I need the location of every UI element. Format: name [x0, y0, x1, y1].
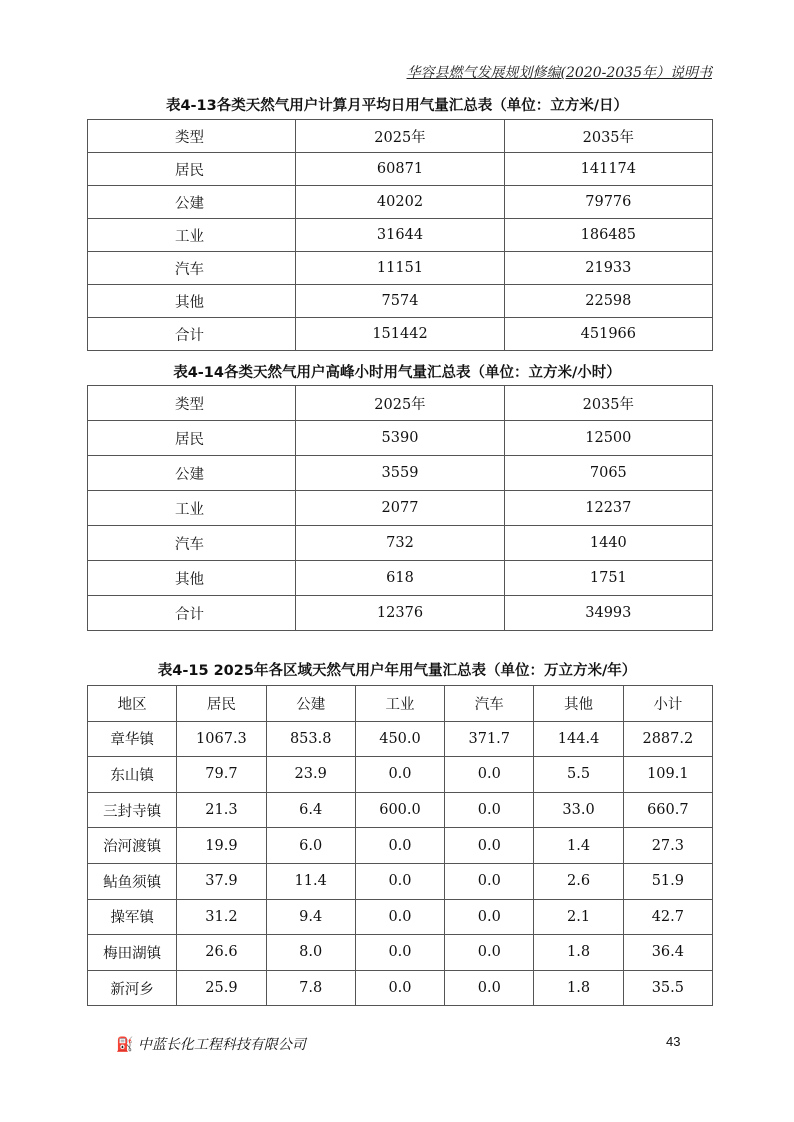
- table-row: [88, 899, 713, 935]
- table-cell: 章华镇: [88, 721, 177, 757]
- table-row: [88, 318, 713, 351]
- table-cell: 2077: [296, 491, 504, 526]
- header-row: [88, 120, 713, 153]
- table-cell: 451966: [504, 318, 712, 351]
- table-cell: 5.5: [534, 757, 623, 793]
- table3-title: 表4-15 2025年各区域天然气用户年用气量汇总表（单位：万立方米/年）: [157, 663, 637, 679]
- table-cell: 操军镇: [88, 899, 177, 935]
- table-cell: 0.0: [355, 970, 444, 1006]
- header-row: [88, 386, 713, 421]
- table-cell: 9.4: [266, 899, 355, 935]
- table-cell: 6.4: [266, 792, 355, 828]
- table-cell: 3559: [296, 456, 504, 491]
- table-row: [88, 757, 713, 793]
- table-row: [88, 421, 713, 456]
- table-cell: 0.0: [445, 899, 534, 935]
- table-cell: 新河乡: [88, 970, 177, 1006]
- column-header: 2025年: [296, 386, 504, 421]
- footer-company: [116, 1034, 306, 1054]
- table-cell: 0.0: [445, 828, 534, 864]
- column-header: 2025年: [296, 120, 504, 153]
- table-row: [88, 456, 713, 491]
- table-cell: 141174: [504, 153, 712, 186]
- table1-title: 表4-13各类天然气用户计算月平均日用气量汇总表（单位：立方米/日）: [165, 98, 629, 114]
- table-cell: 工业: [88, 219, 296, 252]
- column-header: 汽车: [445, 686, 534, 722]
- table-cell: 40202: [296, 186, 504, 219]
- table-row: [88, 828, 713, 864]
- table-cell: 居民: [88, 421, 296, 456]
- table-cell: 11.4: [266, 863, 355, 899]
- table-cell: 26.6: [177, 935, 266, 971]
- table-row: [88, 491, 713, 526]
- table-cell: 144.4: [534, 721, 623, 757]
- table-cell: 汽车: [88, 252, 296, 285]
- table-cell: 东山镇: [88, 757, 177, 793]
- table-row: [88, 285, 713, 318]
- header-row: [88, 686, 713, 722]
- table-cell: 0.0: [445, 757, 534, 793]
- table-cell: 31.2: [177, 899, 266, 935]
- table-cell: 其他: [88, 285, 296, 318]
- table-cell: 其他: [88, 561, 296, 596]
- column-header: 居民: [177, 686, 266, 722]
- table-cell: 25.9: [177, 970, 266, 1006]
- table-cell: 1.8: [534, 935, 623, 971]
- table-cell: 7.8: [266, 970, 355, 1006]
- company-name: 中蓝长化工程科技有限公司: [137, 1037, 306, 1053]
- table-cell: 79776: [504, 186, 712, 219]
- table-cell: 1.4: [534, 828, 623, 864]
- table-cell: 19.9: [177, 828, 266, 864]
- table-cell: 12237: [504, 491, 712, 526]
- table-cell: 0.0: [355, 935, 444, 971]
- table-cell: 2.6: [534, 863, 623, 899]
- table-cell: 6.0: [266, 828, 355, 864]
- table-row: [88, 792, 713, 828]
- company-logo-icon: ⛽: [116, 1037, 134, 1053]
- table-row: [88, 721, 713, 757]
- table-cell: 186485: [504, 219, 712, 252]
- table-cell: 1067.3: [177, 721, 266, 757]
- table-cell: 36.4: [623, 935, 712, 971]
- table-cell: 鲇鱼须镇: [88, 863, 177, 899]
- table-cell: 33.0: [534, 792, 623, 828]
- table-cell: 工业: [88, 491, 296, 526]
- table-row: [88, 186, 713, 219]
- table-cell: 79.7: [177, 757, 266, 793]
- table-cell: 450.0: [355, 721, 444, 757]
- column-header: 类型: [88, 120, 296, 153]
- table2: [87, 385, 713, 631]
- table-cell: 22598: [504, 285, 712, 318]
- column-header: 2035年: [504, 120, 712, 153]
- table-cell: 0.0: [355, 863, 444, 899]
- table-cell: 109.1: [623, 757, 712, 793]
- table-cell: 371.7: [445, 721, 534, 757]
- table-cell: 治河渡镇: [88, 828, 177, 864]
- table-cell: 0.0: [355, 828, 444, 864]
- table2-title: 表4-14各类天然气用户高峰小时用气量汇总表（单位：立方米/小时）: [173, 365, 621, 381]
- table-cell: 0.0: [445, 935, 534, 971]
- column-header: 2035年: [504, 386, 712, 421]
- table-cell: 0.0: [445, 863, 534, 899]
- table-cell: 汽车: [88, 526, 296, 561]
- table-cell: 21.3: [177, 792, 266, 828]
- table-cell: 居民: [88, 153, 296, 186]
- table-cell: 853.8: [266, 721, 355, 757]
- table-row: [88, 935, 713, 971]
- column-header: 公建: [266, 686, 355, 722]
- column-header: 其他: [534, 686, 623, 722]
- table3: [87, 685, 713, 1006]
- table-cell: 660.7: [623, 792, 712, 828]
- table-cell: 合计: [88, 596, 296, 631]
- table-cell: 1751: [504, 561, 712, 596]
- table-cell: 合计: [88, 318, 296, 351]
- table-cell: 三封寺镇: [88, 792, 177, 828]
- table-row: [88, 970, 713, 1006]
- table-cell: 12376: [296, 596, 504, 631]
- table-cell: 0.0: [355, 899, 444, 935]
- table-cell: 37.9: [177, 863, 266, 899]
- table-cell: 0.0: [445, 792, 534, 828]
- table-cell: 35.5: [623, 970, 712, 1006]
- table1: [87, 119, 713, 351]
- table-cell: 11151: [296, 252, 504, 285]
- table-cell: 0.0: [445, 970, 534, 1006]
- column-header: 地区: [88, 686, 177, 722]
- table-cell: 51.9: [623, 863, 712, 899]
- table-cell: 8.0: [266, 935, 355, 971]
- table-cell: 151442: [296, 318, 504, 351]
- table-cell: 1.8: [534, 970, 623, 1006]
- table-cell: 34993: [504, 596, 712, 631]
- table-cell: 732: [296, 526, 504, 561]
- table-cell: 2887.2: [623, 721, 712, 757]
- table-cell: 21933: [504, 252, 712, 285]
- table-cell: 1440: [504, 526, 712, 561]
- table-cell: 27.3: [623, 828, 712, 864]
- table-row: [88, 252, 713, 285]
- table-cell: 23.9: [266, 757, 355, 793]
- table-row: [88, 863, 713, 899]
- page-number: 43: [666, 1034, 681, 1049]
- table-row: [88, 526, 713, 561]
- table-cell: 0.0: [355, 757, 444, 793]
- table-row: [88, 153, 713, 186]
- column-header: 工业: [355, 686, 444, 722]
- table-cell: 618: [296, 561, 504, 596]
- table-cell: 12500: [504, 421, 712, 456]
- table-cell: 公建: [88, 186, 296, 219]
- table-cell: 7574: [296, 285, 504, 318]
- document-header: 华容县燃气发展规划修编(2020-2035年）说明书: [406, 65, 712, 81]
- column-header: 类型: [88, 386, 296, 421]
- table-cell: 42.7: [623, 899, 712, 935]
- table-cell: 5390: [296, 421, 504, 456]
- table-cell: 梅田湖镇: [88, 935, 177, 971]
- table-row: [88, 219, 713, 252]
- table-cell: 7065: [504, 456, 712, 491]
- table-cell: 60871: [296, 153, 504, 186]
- table-cell: 2.1: [534, 899, 623, 935]
- table-row: [88, 561, 713, 596]
- table-cell: 600.0: [355, 792, 444, 828]
- column-header: 小计: [623, 686, 712, 722]
- table-cell: 公建: [88, 456, 296, 491]
- table-cell: 31644: [296, 219, 504, 252]
- table-row: [88, 596, 713, 631]
